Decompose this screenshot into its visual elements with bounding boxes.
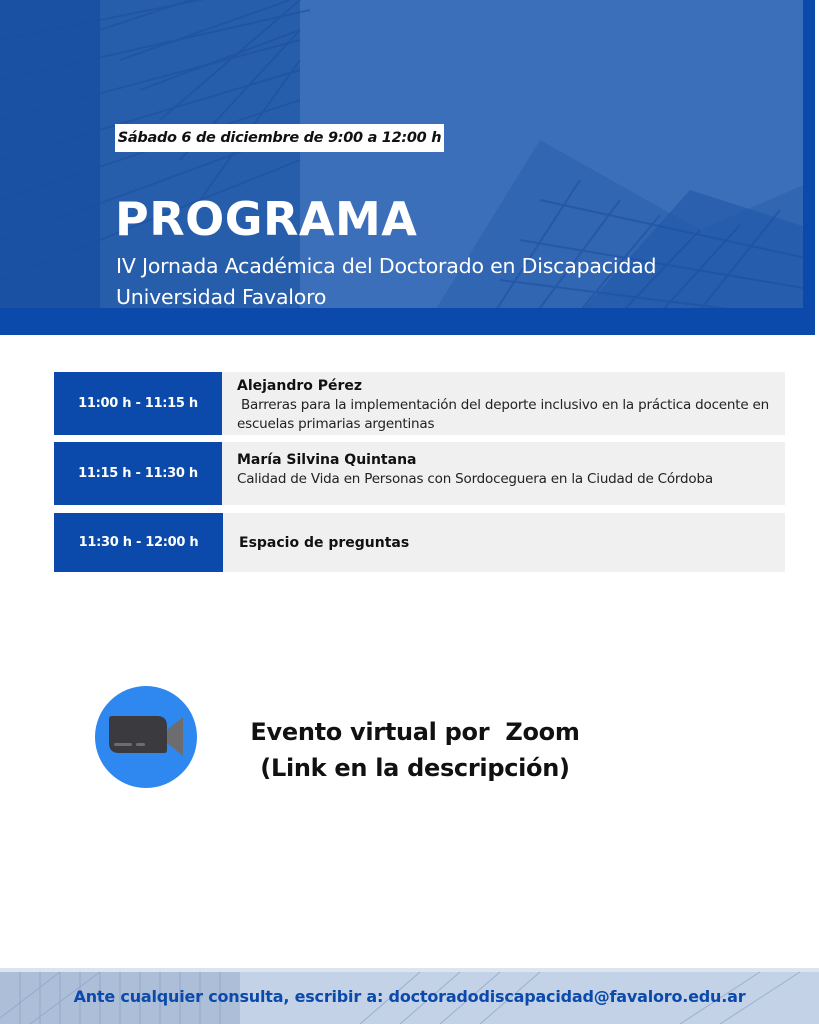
session-info <box>222 372 785 435</box>
time-slot: 11:15 h - 11:30 h <box>54 442 222 505</box>
event-platform-text: Evento virtual por Zoom <box>250 718 580 746</box>
schedule-row <box>54 442 785 505</box>
event-link-note: (Link en la descripción) <box>260 754 570 782</box>
contact-email-text: Ante cualquier consulta, escribir a: doctoradodiscapacidad@favaloro.edu.ar <box>73 987 746 1006</box>
speaker-name: Alejandro Pérez <box>237 378 363 394</box>
schedule-row <box>54 513 785 572</box>
event-subtitle: IV Jornada Académica del Doctorado en Discapacidad <box>116 254 657 278</box>
session-info <box>223 513 785 572</box>
talk-title: Barreras para la implementación del deporte inclusivo en la práctica docente en escuelas primarias argentinas <box>237 397 770 432</box>
event-info <box>240 714 590 786</box>
header-right-accent-bar <box>803 0 815 335</box>
time-slot: 11:00 h - 11:15 h <box>54 372 222 435</box>
time-slot: 11:30 h - 12:00 h <box>54 513 223 572</box>
institution-name: Universidad Favaloro <box>116 285 327 309</box>
speaker-name: María Silvina Quintana <box>237 452 417 468</box>
event-date-badge: Sábado 6 de diciembre de 9:00 a 12:00 h <box>115 124 444 152</box>
header-banner <box>0 0 815 335</box>
zoom-camera-icon <box>95 686 197 788</box>
header-bottom-accent-bar <box>0 308 815 335</box>
session-label: Espacio de preguntas <box>239 534 410 551</box>
session-info <box>222 442 785 505</box>
page-title: PROGRAMA <box>115 192 418 246</box>
footer-contact-bar <box>0 968 819 1024</box>
talk-title: Calidad de Vida en Personas con Sordoceguera en la Ciudad de Córdoba <box>237 471 713 487</box>
schedule-row <box>54 372 785 435</box>
